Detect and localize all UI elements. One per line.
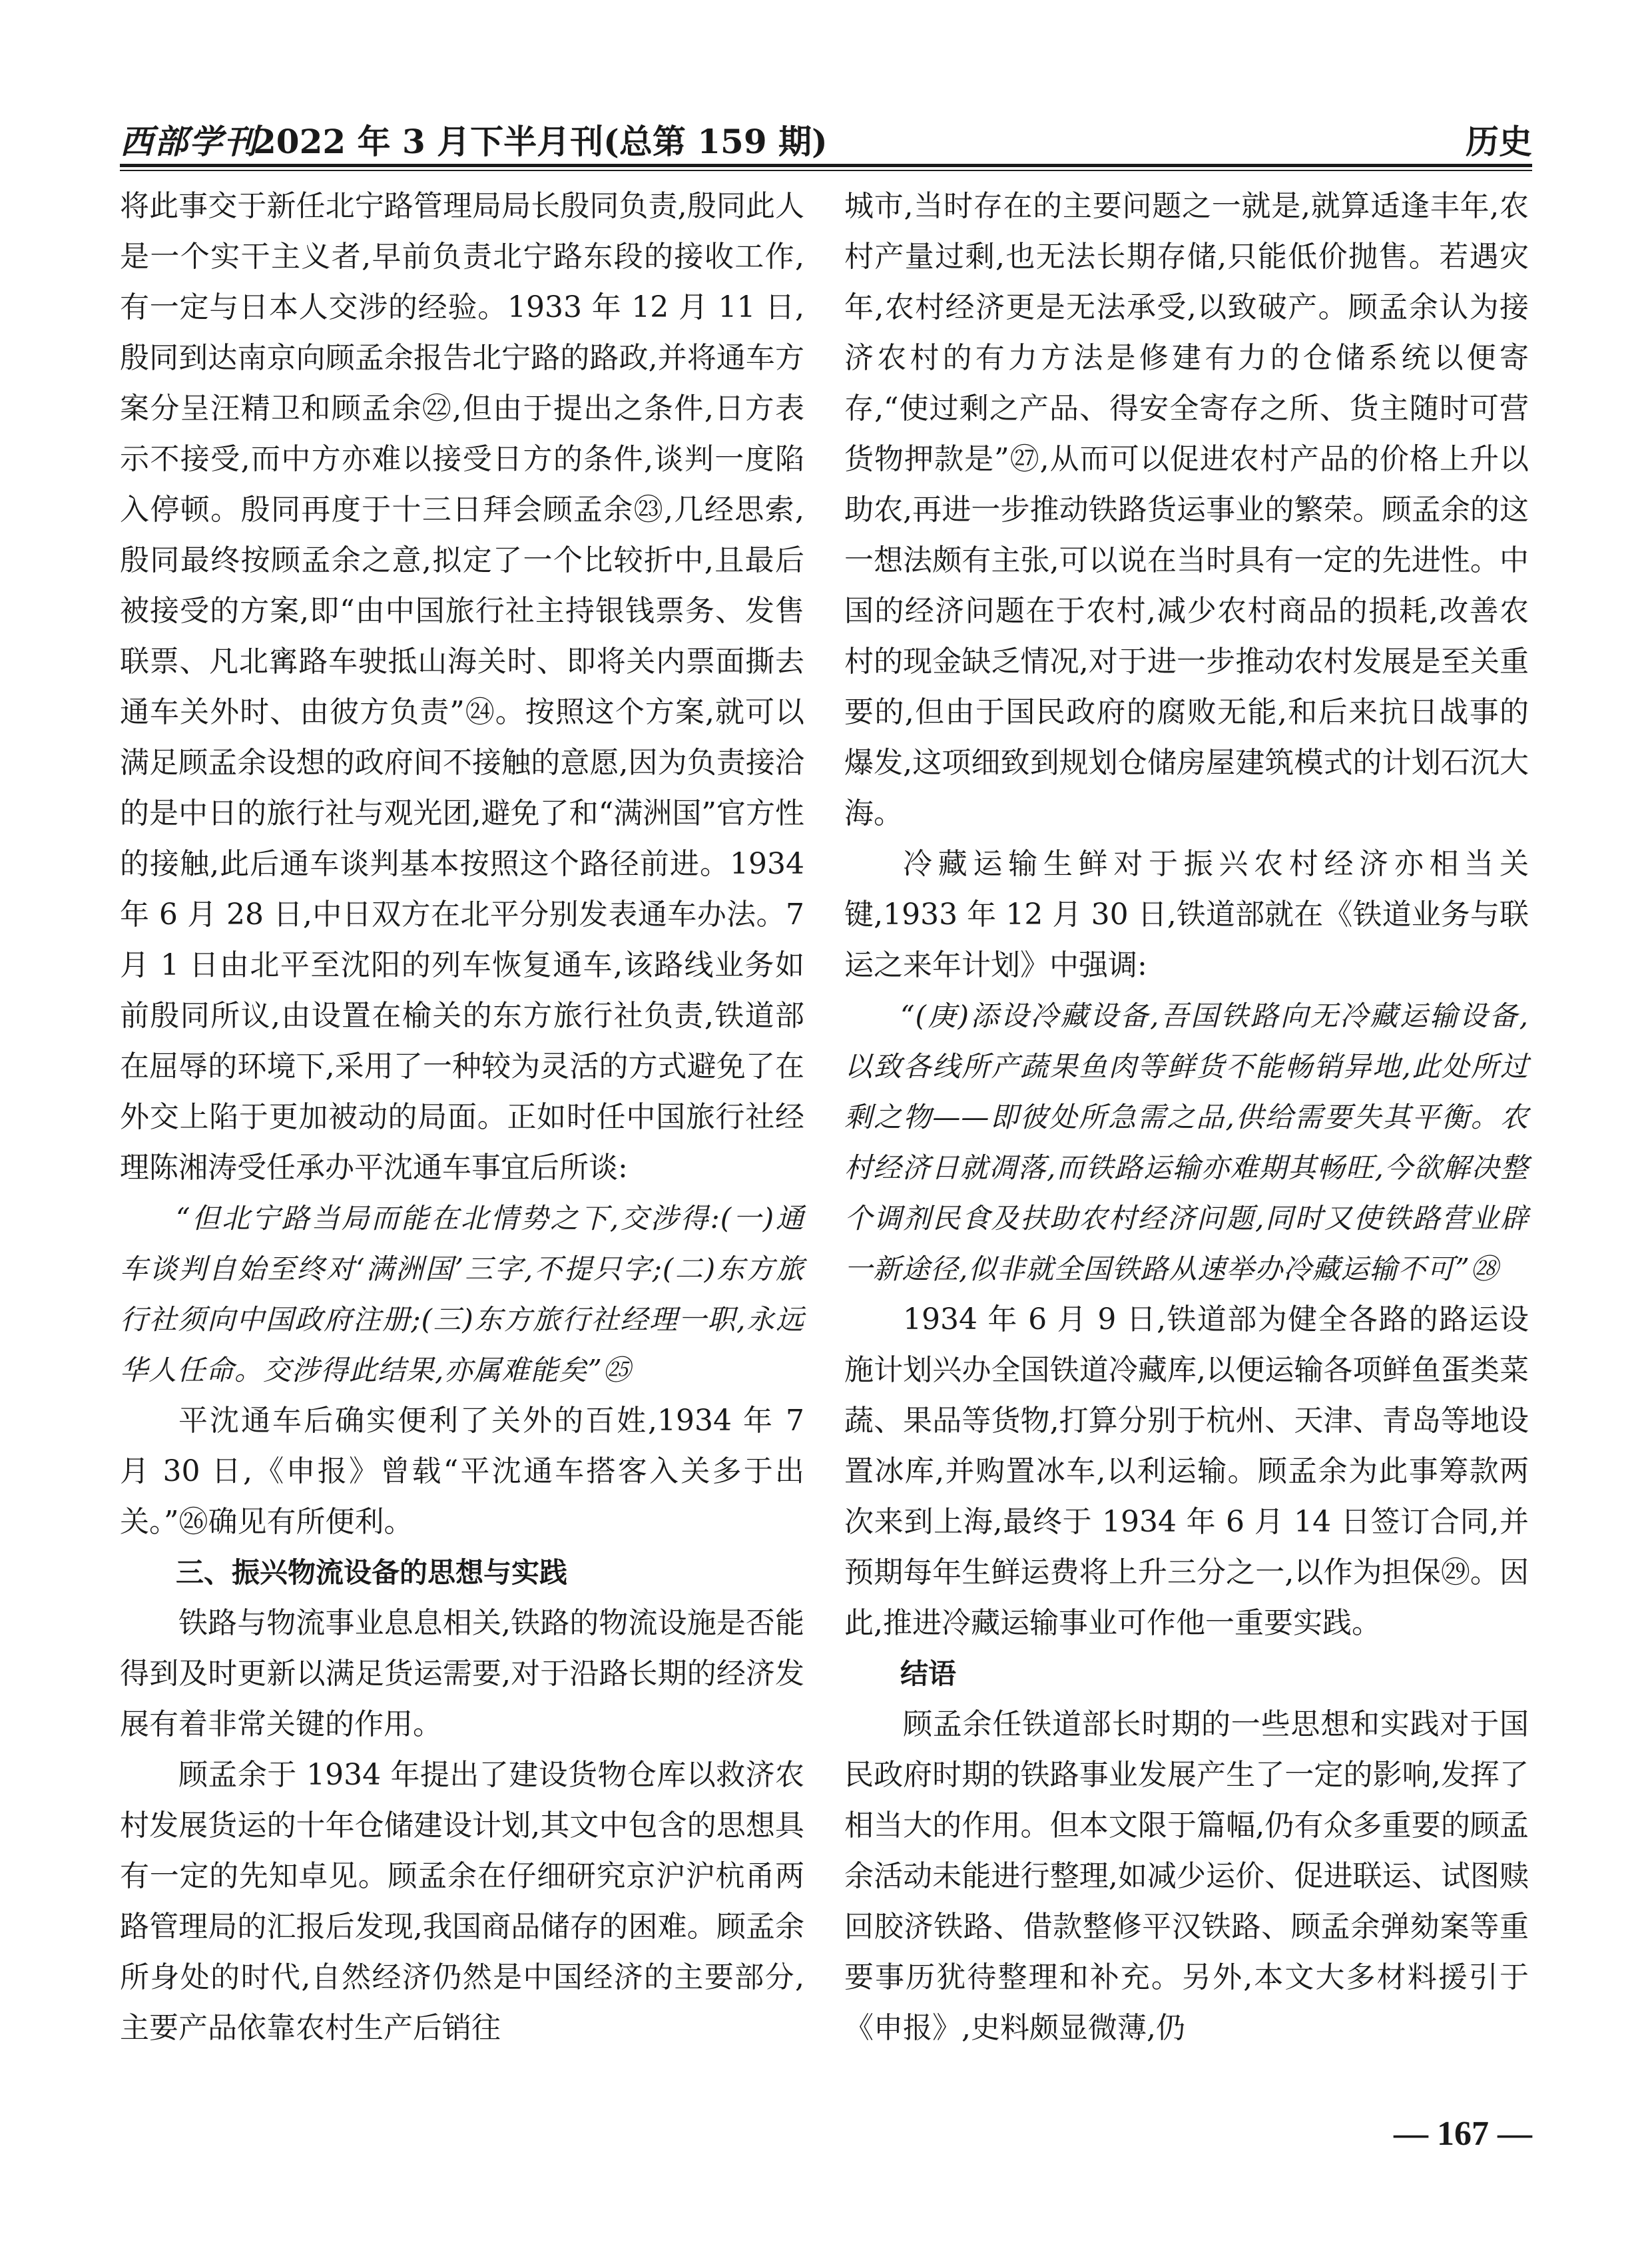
body-paragraph: 平沈通车后确实便利了关外的百姓,1934 年 7 月 30 日,《申报》曾载“平沈通车搭客入关多于出关。”㉖确见有所便利。	[120, 1404, 804, 1539]
block-quote: “(庚)添设冷藏设备,吾国铁路向无冷藏运输设备,以致各线所产蔬果鱼肉等鲜货不能畅销异地,此处所过剩之物——即彼处所急需之品,供给需要失其平衡。农村经济日就凋落,而铁路运输亦难期其畅旺,今欲解决整个调剂民食及扶助农村经济问题,同时又使铁路营业辟一新途径,似非就全国铁路从速举办冷藏运输不可”㉘	[844, 999, 1529, 1285]
body-paragraph: 冷藏运输生鲜对于振兴农村经济亦相当关键,1933 年 12 月 30 日,铁道部就在《铁道业务与联运之来年计划》中强调:	[844, 847, 1529, 982]
left-column	[120, 181, 804, 2054]
running-header	[120, 103, 1532, 163]
body-paragraph: 1934 年 6 月 9 日,铁道部为健全各路的路运设施计划兴办全国铁道冷藏库,以便运输各项鲜鱼蛋类菜蔬、果品等货物,打算分别于杭州、天津、青岛等地设置冰库,并购置冰车,以利运输。顾孟余为此事筹款两次来到上海,最终于 1934 年 6 月 14 日签订合同,并预期每年生鲜运费将上升三分之一,以作为担保㉙。因此,推进冷藏运输事业可作他一重要实践。	[844, 1302, 1529, 1640]
right-column	[844, 181, 1529, 2054]
section-heading: 结语	[900, 1657, 957, 1690]
body-paragraph: 将此事交于新任北宁路管理局局长殷同负责,殷同此人是一个实干主义者,早前负责北宁路东段的接收工作,有一定与日本人交涉的经验。1933 年 12 月 11 日,殷同到达南京向顾孟余报告北宁路的路政,并将通车方案分呈汪精卫和顾孟余㉒,但由于提出之条件,日方表示不接受,而中方亦难以接受日方的条件,谈判一度陷入停顿。殷同再度于十三日拜会顾孟余㉓,几经思索,殷同最终按顾孟余之意,拟定了一个比较折中,且最后被接受的方案,即“由中国旅行社主持银钱票务、发售联票、凡北寗路车驶抵山海关时、即将关内票面撕去通车关外时、由彼方负责”㉔。按照这个方案,就可以满足顾孟余设想的政府间不接触的意愿,因为负责接洽的是中日的旅行社与观光团,避免了和“满洲国”官方性的接触,此后通车谈判基本按照这个路径前进。1934 年 6 月 28 日,中日双方在北平分别发表通车办法。7 月 1 日由北平至沈阳的列车恢复通车,该路线业务如前殷同所议,由设置在榆关的东方旅行社负责,铁道部在屈辱的环境下,采用了一种较为灵活的方式避免了在外交上陷于更加被动的局面。正如时任中国旅行社经理陈湘涛受任承办平沈通车事宜后所谈:	[120, 189, 804, 1185]
section-heading: 三、振兴物流设备的思想与实践	[176, 1556, 568, 1589]
journal-logo: 西部学刊	[120, 122, 258, 161]
section-label: 历史	[1466, 122, 1532, 161]
block-quote: “但北宁路当局而能在北情势之下,交涉得:(一)通车谈判自始至终对‘满洲国’三字,不提只字;(二)东方旅行社须向中国政府注册;(三)东方旅行社经理一职,永远华人任命。交涉得此结果,亦属难能矣”㉕	[120, 1202, 804, 1386]
body-paragraph: 城市,当时存在的主要问题之一就是,就算适逢丰年,农村产量过剩,也无法长期存储,只能低价抛售。若遇灾年,农村经济更是无法承受,以致破产。顾孟余认为接济农村的有力方法是修建有力的仓储系统以便寄存,“使过剩之产品、得安全寄存之所、货主随时可营货物押款是”㉗,从而可以促进农村产品的价格上升以助农,再进一步推动铁路货运事业的繁荣。顾孟余的这一想法颇有主张,可以说在当时具有一定的先进性。中国的经济问题在于农村,减少农村商品的损耗,改善农村的现金缺乏情况,对于进一步推动农村发展是至关重要的,但由于国民政府的腐败无能,和后来抗日战事的爆发,这项细致到规划仓储房屋建筑模式的计划石沉大海。	[844, 189, 1529, 830]
body-paragraph: 顾孟余任铁道部长时期的一些思想和实践对于国民政府时期的铁路事业发展产生了一定的影响,发挥了相当大的作用。但本文限于篇幅,仍有众多重要的顾孟余活动未能进行整理,如减少运价、促进联运、试图赎回胶济铁路、借款整修平汉铁路、顾孟余弹劾案等重要事历犹待整理和补充。另外,本文大多材料援引于《申报》,史料颇显微薄,仍	[844, 1707, 1529, 2045]
header-rule-thin	[120, 170, 1532, 171]
issue-info: 2022 年 3 月下半月刊(总第 159 期)	[253, 122, 828, 161]
header-rule	[120, 164, 1532, 167]
body-paragraph: 铁路与物流事业息息相关,铁路的物流设施是否能得到及时更新以满足货运需要,对于沿路长期的经济发展有着非常关键的作用。	[120, 1606, 804, 1741]
page-number: — 167 —	[1394, 2115, 1532, 2153]
body-paragraph: 顾孟余于 1934 年提出了建设货物仓库以救济农村发展货运的十年仓储建设计划,其文中包含的思想具有一定的先知卓见。顾孟余在仔细研究京沪沪杭甬两路管理局的汇报后发现,我国商品储存的困难。顾孟余所身处的时代,自然经济仍然是中国经济的主要部分,主要产品依靠农村生产后销往	[120, 1758, 804, 2045]
